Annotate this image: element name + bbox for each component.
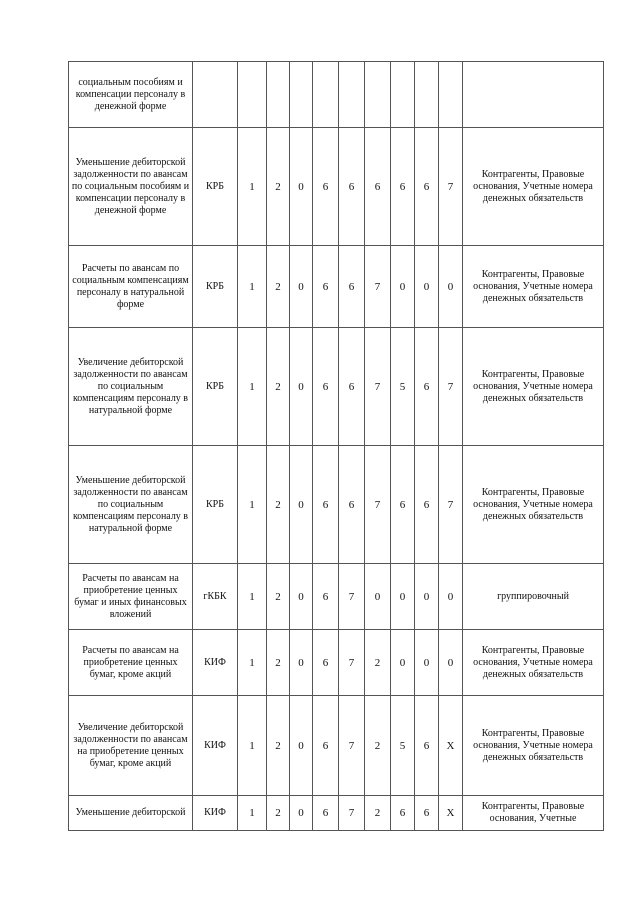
- account-digit-cell: 0: [290, 564, 313, 630]
- account-digit-cell: 0: [290, 630, 313, 696]
- account-digit-cell: 2: [267, 328, 290, 446]
- analytics-cell: Контрагенты, Правовые основания, Учетные номера денежных обязательств: [463, 630, 604, 696]
- account-digit-cell: 6: [339, 246, 365, 328]
- account-digit-cell: 2: [267, 630, 290, 696]
- account-digit-cell: 2: [365, 630, 391, 696]
- account-digit-cell: 0: [415, 564, 439, 630]
- kbk-type-cell: гКБК: [193, 564, 238, 630]
- account-digit-cell: 1: [238, 696, 267, 796]
- account-digit-cell: X: [439, 696, 463, 796]
- account-digit-cell: [267, 62, 290, 128]
- account-digit-cell: 1: [238, 796, 267, 831]
- account-name-cell: Увеличение дебиторской задолженности по авансам на приобретение ценных бумаг, кроме акций: [69, 696, 193, 796]
- account-digit-cell: 0: [290, 246, 313, 328]
- account-digit-cell: 0: [415, 246, 439, 328]
- account-digit-cell: 2: [267, 564, 290, 630]
- account-digit-cell: 0: [290, 328, 313, 446]
- account-name-cell: Уменьшение дебиторской задолженности по авансам по социальным пособиям и компенсации персоналу в денежной форме: [69, 128, 193, 246]
- account-digit-cell: 0: [290, 796, 313, 831]
- kbk-type-cell: [193, 62, 238, 128]
- account-digit-cell: 0: [391, 246, 415, 328]
- account-digit-cell: 2: [267, 446, 290, 564]
- account-digit-cell: 6: [313, 246, 339, 328]
- account-digit-cell: [365, 62, 391, 128]
- account-digit-cell: 6: [415, 128, 439, 246]
- account-digit-cell: 0: [391, 630, 415, 696]
- account-digit-cell: [439, 62, 463, 128]
- account-digit-cell: 7: [439, 128, 463, 246]
- account-digit-cell: 6: [391, 128, 415, 246]
- account-name-cell: социальным пособиям и компенсации персоналу в денежной форме: [69, 62, 193, 128]
- account-digit-cell: [290, 62, 313, 128]
- account-digit-cell: 0: [391, 564, 415, 630]
- account-digit-cell: 7: [439, 446, 463, 564]
- table-row: [69, 564, 604, 630]
- analytics-cell: Контрагенты, Правовые основания, Учетные номера денежных обязательств: [463, 328, 604, 446]
- account-digit-cell: [238, 62, 267, 128]
- analytics-cell: Контрагенты, Правовые основания, Учетные номера денежных обязательств: [463, 128, 604, 246]
- account-digit-cell: 6: [415, 328, 439, 446]
- analytics-cell: группировочный: [463, 564, 604, 630]
- account-digit-cell: 2: [267, 128, 290, 246]
- account-digit-cell: 6: [415, 696, 439, 796]
- account-digit-cell: 5: [391, 696, 415, 796]
- account-digit-cell: 0: [415, 630, 439, 696]
- account-digit-cell: 2: [267, 246, 290, 328]
- account-digit-cell: 6: [313, 446, 339, 564]
- account-digit-cell: 7: [339, 696, 365, 796]
- account-digit-cell: 5: [391, 328, 415, 446]
- account-digit-cell: 1: [238, 128, 267, 246]
- account-digit-cell: 1: [238, 446, 267, 564]
- account-digit-cell: 2: [365, 696, 391, 796]
- account-digit-cell: 6: [313, 564, 339, 630]
- account-digit-cell: 1: [238, 246, 267, 328]
- account-digit-cell: 6: [339, 328, 365, 446]
- table-row: [69, 696, 604, 796]
- table-row: [69, 62, 604, 128]
- account-digit-cell: 2: [267, 796, 290, 831]
- account-digit-cell: 7: [365, 328, 391, 446]
- table-row: [69, 630, 604, 696]
- account-digit-cell: 6: [339, 446, 365, 564]
- account-digit-cell: X: [439, 796, 463, 831]
- table-row: [69, 128, 604, 246]
- account-digit-cell: 6: [313, 696, 339, 796]
- account-digit-cell: 2: [267, 696, 290, 796]
- analytics-cell: Контрагенты, Правовые основания, Учетные: [463, 796, 604, 831]
- account-digit-cell: 6: [313, 128, 339, 246]
- account-digit-cell: 1: [238, 630, 267, 696]
- account-digit-cell: 0: [290, 128, 313, 246]
- account-digit-cell: 6: [391, 796, 415, 831]
- account-digit-cell: 7: [365, 446, 391, 564]
- account-digit-cell: 6: [313, 630, 339, 696]
- analytics-cell: Контрагенты, Правовые основания, Учетные номера денежных обязательств: [463, 246, 604, 328]
- kbk-type-cell: КИФ: [193, 630, 238, 696]
- account-digit-cell: 1: [238, 328, 267, 446]
- account-digit-cell: 0: [365, 564, 391, 630]
- account-name-cell: Расчеты по авансам на приобретение ценных бумаг, кроме акций: [69, 630, 193, 696]
- kbk-type-cell: КРБ: [193, 246, 238, 328]
- kbk-type-cell: КРБ: [193, 328, 238, 446]
- account-name-cell: Расчеты по авансам по социальным компенсациям персоналу в натуральной форме: [69, 246, 193, 328]
- account-digit-cell: 0: [290, 446, 313, 564]
- account-digit-cell: 6: [415, 446, 439, 564]
- account-digit-cell: [391, 62, 415, 128]
- account-name-cell: Увеличение дебиторской задолженности по авансам по социальным компенсациям персоналу в натуральной форме: [69, 328, 193, 446]
- kbk-type-cell: КИФ: [193, 796, 238, 831]
- kbk-type-cell: КРБ: [193, 446, 238, 564]
- account-digit-cell: 0: [439, 630, 463, 696]
- table-row: [69, 796, 604, 831]
- account-digit-cell: 6: [391, 446, 415, 564]
- account-digit-cell: 1: [238, 564, 267, 630]
- accounts-table: [68, 61, 604, 831]
- account-digit-cell: [415, 62, 439, 128]
- account-name-cell: Уменьшение дебиторской задолженности по авансам по социальным компенсациям персоналу в натуральной форме: [69, 446, 193, 564]
- table-row: [69, 446, 604, 564]
- account-digit-cell: 0: [290, 696, 313, 796]
- account-digit-cell: 7: [439, 328, 463, 446]
- account-digit-cell: 0: [439, 246, 463, 328]
- analytics-cell: Контрагенты, Правовые основания, Учетные номера денежных обязательств: [463, 696, 604, 796]
- kbk-type-cell: КРБ: [193, 128, 238, 246]
- account-digit-cell: 7: [365, 246, 391, 328]
- kbk-type-cell: КИФ: [193, 696, 238, 796]
- analytics-cell: [463, 62, 604, 128]
- analytics-cell: Контрагенты, Правовые основания, Учетные номера денежных обязательств: [463, 446, 604, 564]
- account-digit-cell: 7: [339, 564, 365, 630]
- account-digit-cell: 0: [439, 564, 463, 630]
- account-digit-cell: 2: [365, 796, 391, 831]
- table-row: [69, 246, 604, 328]
- table-row: [69, 328, 604, 446]
- account-digit-cell: [339, 62, 365, 128]
- account-digit-cell: 6: [365, 128, 391, 246]
- account-digit-cell: 6: [313, 328, 339, 446]
- account-name-cell: Расчеты по авансам на приобретение ценных бумаг и иных финансовых вложений: [69, 564, 193, 630]
- account-digit-cell: 7: [339, 796, 365, 831]
- account-digit-cell: 6: [415, 796, 439, 831]
- account-digit-cell: 6: [313, 796, 339, 831]
- account-digit-cell: [313, 62, 339, 128]
- account-digit-cell: 6: [339, 128, 365, 246]
- account-name-cell: Уменьшение дебиторской: [69, 796, 193, 831]
- account-digit-cell: 7: [339, 630, 365, 696]
